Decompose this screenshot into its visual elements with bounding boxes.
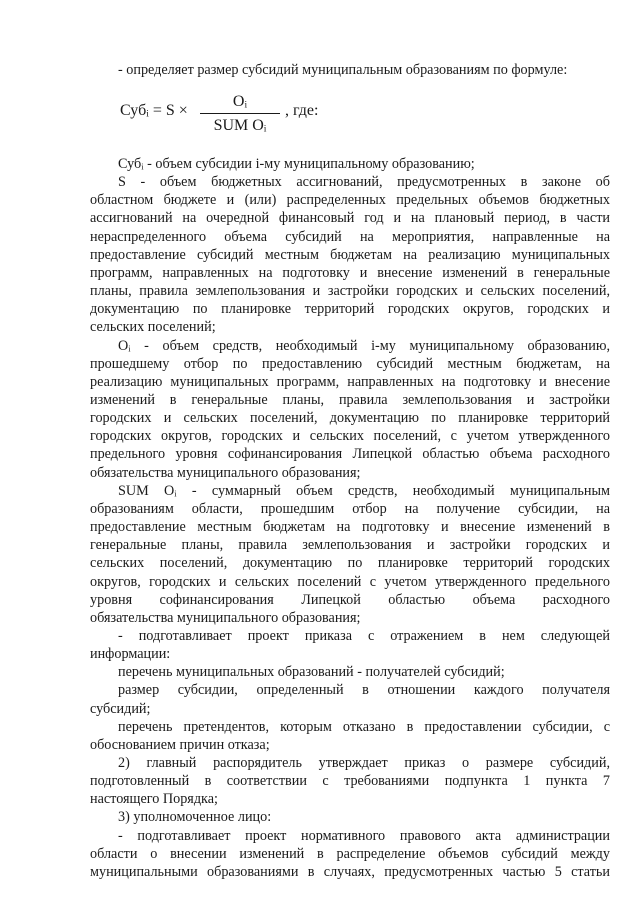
- text-line: 2) главный распорядитель утверждает приказ о размере субсидий,: [118, 754, 610, 771]
- text-line: уровня софинансирования Липецкой областью объема расходного: [90, 591, 610, 608]
- text-line: прошедшему отбор по предоставлению субсидий местным бюджетам, на: [90, 355, 610, 372]
- text-line: перечень муниципальных образований - получателей субсидий;: [118, 664, 505, 681]
- text-line: обязательства муниципального образования;: [90, 464, 361, 481]
- text-line: Субᵢ - объем субсидии i-му муниципальному образованию;: [118, 156, 475, 172]
- text-line: генеральные планы, правила землепользования и застройки городских и: [90, 537, 610, 554]
- text-line: муниципальными образованиями в случаях, предусмотренных частью 5 статьи: [90, 863, 610, 880]
- text-line: сельских поселений, документацию по планировке территорий городских: [90, 555, 610, 572]
- text-line: городских округов, городских и сельских поселений, с учетом утвержденного: [90, 428, 610, 445]
- text-line: обоснованием причин отказа;: [90, 736, 270, 753]
- text-line: программ, направленных на подготовку и внесение изменений в генеральные: [90, 264, 610, 281]
- subsidy-formula: [120, 92, 380, 140]
- text-line: S - объем бюджетных ассигнований, предусмотренных в законе об: [118, 174, 610, 191]
- text-line: - подготавливает проект приказа с отражением в нем следующей: [118, 627, 610, 644]
- text-line: настоящего Порядка;: [90, 791, 218, 808]
- text-line: планы, правила землепользования и застройки городских и сельских поселений,: [90, 283, 610, 299]
- formula-fraction: [200, 92, 280, 136]
- intro-line: - определяет размер субсидий муниципальным образованиям по формуле:: [118, 62, 568, 78]
- formula-denominator: SUM Oᵢ: [213, 117, 267, 134]
- text-line: областном бюджете и (или) распределенных предельных объемов бюджетных: [90, 192, 610, 209]
- text-line: сельских поселений;: [90, 319, 216, 336]
- text-line: предоставление субсидий местным бюджетам на реализацию муниципальных: [90, 246, 610, 263]
- text-line: - подготавливает проект нормативного правового акта администрации: [118, 827, 610, 844]
- text-line: Oᵢ - объем средств, необходимый i-му муниципальному образованию,: [118, 337, 610, 354]
- text-line: обязательства муниципального образования;: [90, 609, 361, 626]
- text-line: информации:: [90, 646, 171, 662]
- formula-numerator: Oᵢ: [232, 93, 248, 110]
- text-line: субсидий;: [90, 700, 151, 717]
- text-line: предоставление местным бюджетам на подготовку и внесение изменений в: [90, 519, 610, 535]
- text-line: изменений в генеральные планы, правила землепользования и застройки: [90, 391, 610, 408]
- formula-lhs: Субᵢ = S ×: [120, 102, 188, 119]
- text-line: документацию по планировке территорий городских округов, городских и: [90, 301, 610, 318]
- text-line: реализацию муниципальных программ, направленных на подготовку и внесение: [90, 373, 610, 390]
- formula-tail: , где:: [285, 102, 319, 119]
- text-line: SUM Oᵢ - суммарный объем средств, необходимый муниципальным: [118, 482, 610, 499]
- text-line: округов, городских и сельских поселений с учетом утвержденного предельного: [90, 573, 610, 590]
- text-line: размер субсидии, определенный в отношении каждого получателя: [118, 682, 610, 699]
- text-line: образованиям области, прошедшим отбор на получение субсидии, на: [90, 500, 610, 517]
- fraction-bar: [200, 113, 280, 114]
- text-line: 3) уполномоченное лицо:: [118, 809, 272, 826]
- text-line: области о внесении изменений в распределение объемов субсидий между: [90, 845, 610, 862]
- text-line: городских и сельских поселений, документацию по планировке территорий: [90, 410, 610, 427]
- text-line: подготовленный в соответствии с требованиями подпункта 1 пункта 7: [90, 773, 610, 790]
- text-line: предельного уровня софинансирования Липецкой областью объема расходного: [90, 446, 610, 463]
- text-line: ассигнований на очередной финансовый год и на плановый период, в части: [90, 210, 610, 227]
- text-line: нераспределенного объема субсидий на мероприятия, направленные на: [90, 228, 610, 245]
- text-line: перечень претендентов, которым отказано в предоставлении субсидии, с: [118, 718, 610, 735]
